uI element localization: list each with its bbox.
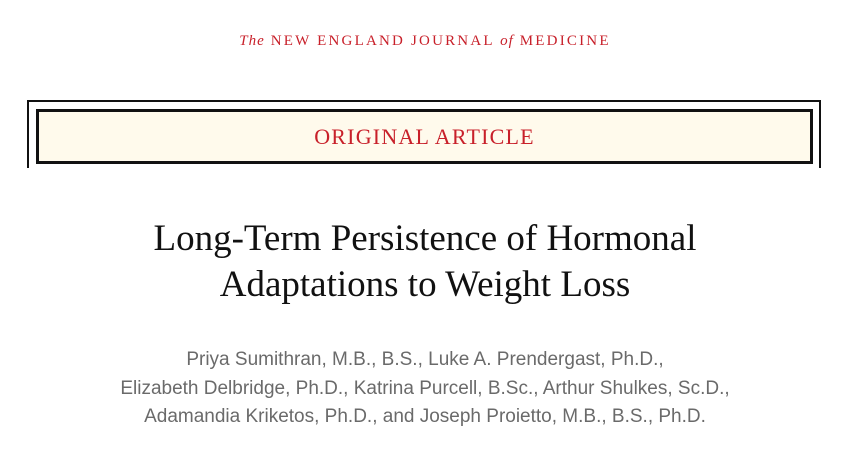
author-line-2: Elizabeth Delbridge, Ph.D., Katrina Purcell, B.Sc., Arthur Shulkes, Sc.D., bbox=[120, 377, 730, 399]
article-title bbox=[0, 216, 850, 308]
title-line-1: Long-Term Persistence of Hormonal bbox=[153, 218, 697, 259]
masthead-of: of bbox=[500, 33, 514, 49]
author-line-3: Adamandia Kriketos, Ph.D., and Joseph Proietto, M.B., B.S., Ph.D. bbox=[144, 406, 706, 427]
journal-masthead bbox=[0, 33, 850, 50]
author-list bbox=[0, 346, 850, 432]
article-type-label: ORIGINAL ARTICLE bbox=[314, 123, 535, 149]
masthead-name-part2: MEDICINE bbox=[519, 33, 611, 49]
title-line-2: Adaptations to Weight Loss bbox=[219, 264, 631, 305]
masthead-name-part1: NEW ENGLAND JOURNAL bbox=[270, 33, 495, 49]
author-line-1: Priya Sumithran, M.B., B.S., Luke A. Prendergast, Ph.D., bbox=[186, 349, 664, 370]
masthead-the: The bbox=[239, 33, 265, 49]
article-type-banner bbox=[36, 109, 813, 164]
